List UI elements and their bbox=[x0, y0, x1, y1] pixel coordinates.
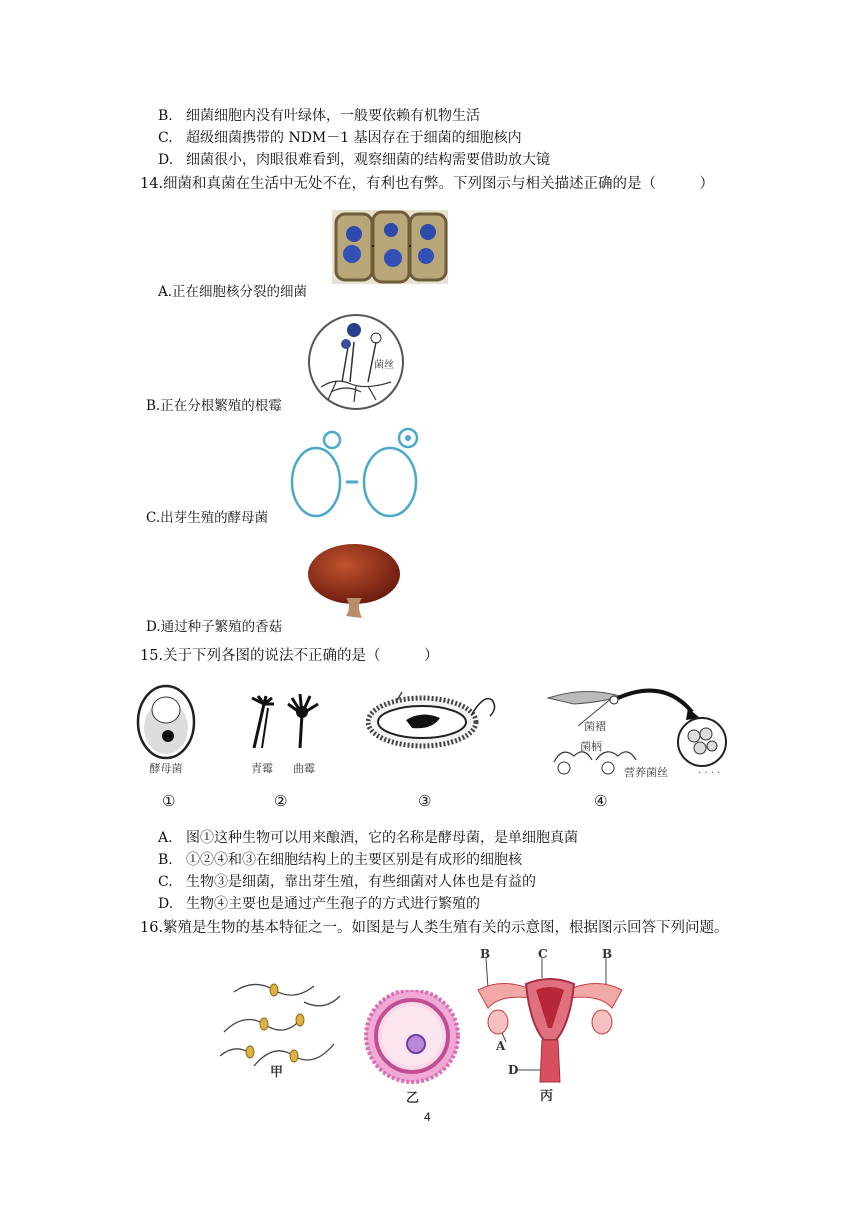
option-letter: A. bbox=[158, 830, 173, 846]
figure-caption-yi: 乙 bbox=[406, 1091, 420, 1104]
rhizopus-figure bbox=[306, 312, 406, 412]
q14-option-a: A.正在细胞核分裂的细菌 bbox=[158, 284, 308, 300]
egg-cell-figure bbox=[362, 990, 464, 1104]
gill-label: 菌褶 bbox=[584, 720, 606, 733]
sperm-figure bbox=[214, 972, 350, 1078]
q15-option-c bbox=[158, 872, 536, 892]
option-text: 图①这种生物可以用来酿酒，它的名称是酵母菌，是单细胞真菌 bbox=[186, 830, 578, 846]
figure-number-1: ① bbox=[162, 792, 176, 810]
option-letter: C. bbox=[158, 874, 173, 890]
option-letter: D. bbox=[158, 896, 174, 912]
q14-option-b: B.正在分根繁殖的根霉 bbox=[146, 398, 282, 414]
yeast-cell-figure bbox=[134, 684, 198, 776]
label-b-left: B bbox=[480, 948, 491, 961]
reproductive-system-figure bbox=[470, 948, 630, 1104]
figure-caption-jia: 甲 bbox=[270, 1065, 284, 1078]
q14-option-d: D.通过种子繁殖的香菇 bbox=[146, 619, 283, 635]
figure-number-3: ③ bbox=[418, 792, 432, 810]
q14-option-c: C.出芽生殖的酵母菌 bbox=[146, 510, 269, 526]
option-letter: B. bbox=[158, 852, 173, 868]
page-number: 4 bbox=[424, 1110, 431, 1124]
aspergillus-label: 曲霉 bbox=[293, 762, 315, 775]
label-b-right: B bbox=[602, 948, 613, 961]
label-d: D bbox=[508, 1063, 519, 1077]
q16-stem: 16.繁殖是生物的基本特征之一。如图是与人类生殖有关的示意图，根据图示回答下列问题。 bbox=[140, 920, 729, 936]
option-text: 细菌细胞内没有叶绿体，一般要依赖有机物生活 bbox=[186, 108, 480, 124]
q14-stem: 14.细菌和真菌在生活中无处不在，有利也有弊。下列图示与相关描述正确的是（ ） bbox=[140, 176, 715, 192]
q13-option-d bbox=[158, 150, 550, 170]
label-a: A bbox=[496, 1039, 506, 1053]
hyphae-label: 营养菌丝 bbox=[624, 766, 668, 779]
q15-option-d bbox=[158, 894, 480, 914]
q15-stem: 15.关于下列各图的说法不正确的是（ ） bbox=[140, 648, 439, 664]
svg-text:· · · ·: · · · · bbox=[698, 768, 721, 779]
figure-number-4: ④ bbox=[594, 792, 608, 810]
mold-figure bbox=[240, 694, 326, 776]
bacterium-figure bbox=[366, 684, 502, 754]
q15-option-a bbox=[158, 828, 578, 848]
dividing-bacteria-figure bbox=[330, 206, 450, 288]
option-letter: C. bbox=[158, 130, 173, 146]
mushroom-figure bbox=[306, 540, 402, 622]
figure-caption-bing: 丙 bbox=[540, 1089, 554, 1104]
q13-option-c bbox=[158, 128, 522, 148]
hypha-label: 菌丝 bbox=[374, 360, 394, 371]
option-text: 超级细菌携带的 NDM－1 基因存在于细菌的细胞核内 bbox=[186, 130, 522, 146]
q15-option-b bbox=[158, 850, 522, 870]
option-letter: D. bbox=[158, 152, 174, 168]
budding-yeast-figure bbox=[288, 424, 422, 520]
option-text: 生物③是细菌，靠出芽生殖，有些细菌对人体也是有益的 bbox=[186, 874, 536, 890]
label-c: C bbox=[538, 948, 548, 961]
yeast-label: 酵母菌 bbox=[149, 762, 183, 775]
q13-option-b bbox=[158, 106, 480, 126]
figure-number-2: ② bbox=[274, 792, 288, 810]
option-letter: B. bbox=[158, 108, 173, 124]
option-text: ①②④和③在细胞结构上的主要区别是有成形的细胞核 bbox=[186, 852, 522, 868]
option-text: 生物④主要也是通过产生孢子的方式进行繁殖的 bbox=[186, 896, 480, 912]
stipe-label: 菌柄 bbox=[580, 740, 602, 753]
option-text: 细菌很小，肉眼很难看到，观察细菌的结构需要借助放大镜 bbox=[186, 152, 550, 168]
penicillium-label: 青霉 bbox=[251, 762, 273, 775]
mushroom-structure-figure bbox=[544, 684, 730, 784]
